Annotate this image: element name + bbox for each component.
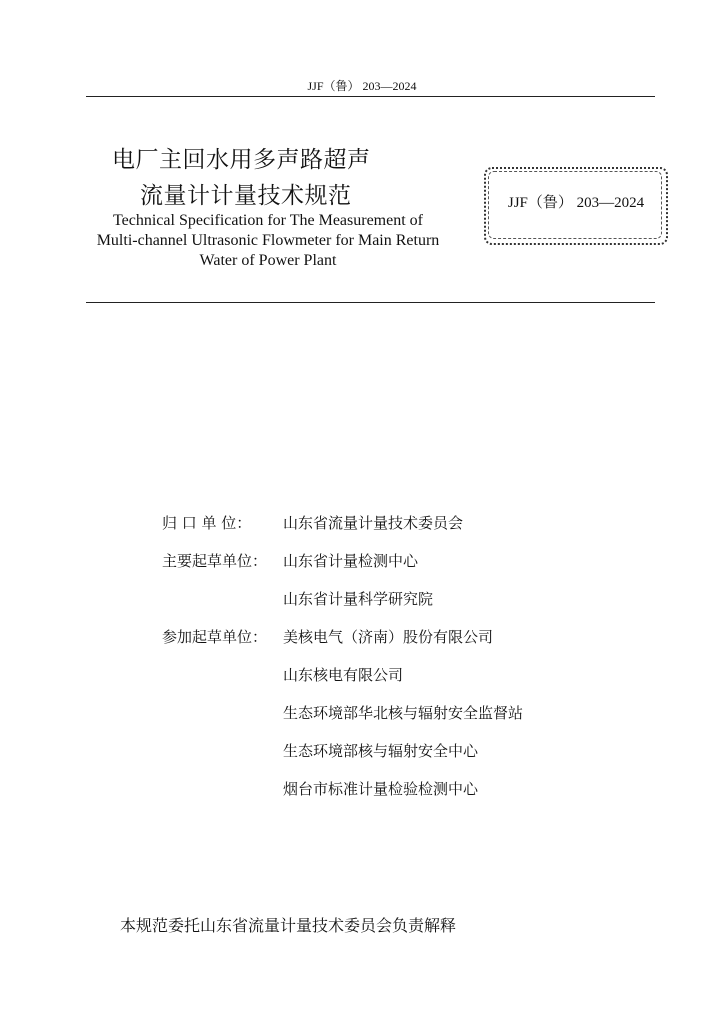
header-rule xyxy=(86,96,655,97)
title-en-line1: Technical Specification for The Measurement of xyxy=(112,212,423,229)
standard-code: JJF（鲁） 203—2024 xyxy=(507,195,645,211)
title-en xyxy=(84,211,452,271)
org-value-participant-5: 烟台市标准计量检验检测中心 xyxy=(283,780,479,798)
org-value-participant-3: 生态环境部华北核与辐射安全监督站 xyxy=(283,704,524,722)
org-value-main-drafter-1: 山东省计量检测中心 xyxy=(283,552,419,570)
title-cn-line2: 流量计计量技术规范 xyxy=(140,183,352,209)
org-value-participant-2: 山东核电有限公司 xyxy=(283,666,404,684)
header-code: JJF（鲁） 203—2024 xyxy=(307,79,417,93)
org-value-participant-4: 生态环境部核与辐射安全中心 xyxy=(283,742,479,760)
org-label-responsible: 归 口 单 位： xyxy=(162,514,252,532)
title-en-line2: Multi-channel Ultrasonic Flowmeter for Main Return xyxy=(96,232,440,249)
org-value-responsible: 山东省流量计量技术委员会 xyxy=(283,514,464,532)
title-rule xyxy=(86,302,655,303)
interpretation-note: 本规范委托山东省流量计量技术委员会负责解释 xyxy=(120,916,457,935)
org-label-main-drafters: 主要起草单位： xyxy=(162,552,268,570)
title-en-line3: Water of Power Plant xyxy=(199,252,337,269)
org-value-participant-1: 美核电气（济南）股份有限公司 xyxy=(283,628,494,646)
org-label-participating-drafters: 参加起草单位： xyxy=(162,628,268,646)
org-value-main-drafter-2: 山东省计量科学研究院 xyxy=(283,590,434,608)
title-cn-line1: 电厂主回水用多声路超声 xyxy=(112,147,371,173)
